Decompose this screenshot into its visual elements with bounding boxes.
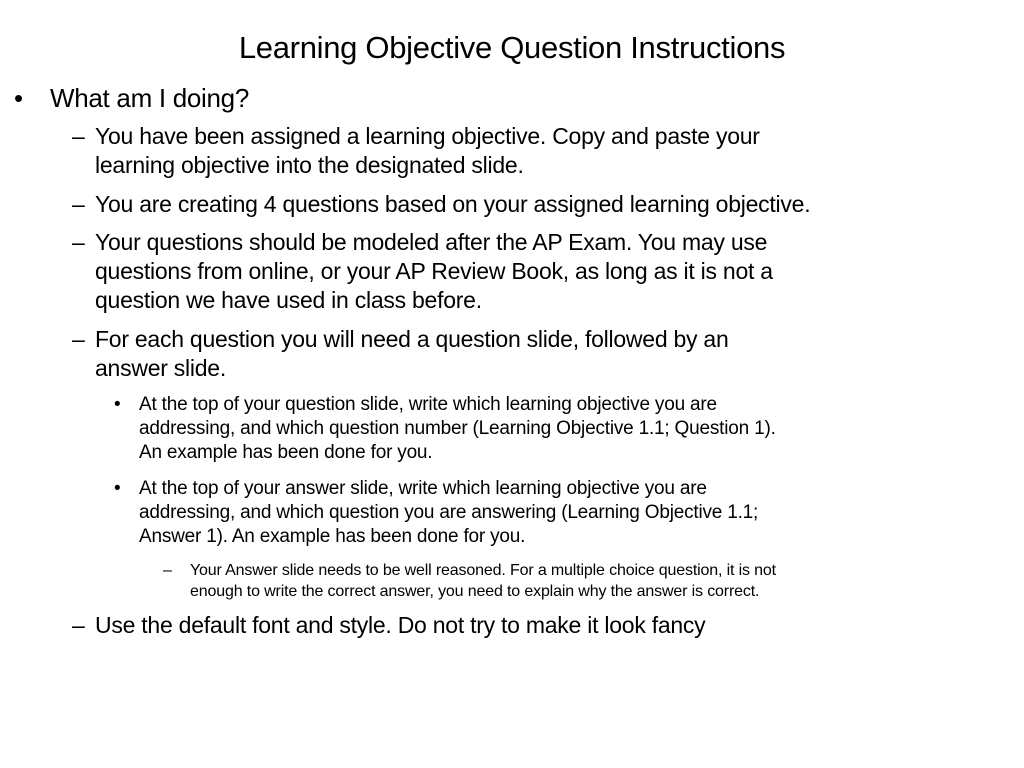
bullet-marker: • <box>14 83 24 113</box>
dash-marker: – <box>72 612 85 638</box>
subbullet-line: Answer 1). An example has been done for you. <box>139 526 526 547</box>
dash-marker: – <box>72 191 85 217</box>
dash-line: question we have used in class before. <box>95 287 482 313</box>
subbullet-text <box>139 393 776 465</box>
dash-line: answer slide. <box>95 355 226 381</box>
subbullet-marker: • <box>114 478 121 499</box>
dash-marker: – <box>72 123 85 149</box>
bullet-text <box>50 83 249 113</box>
dash-text <box>95 325 729 383</box>
subbullet-line: addressing, and which question you are answering (Learning Objective 1.1; <box>139 502 759 523</box>
subdash-marker: – <box>163 562 172 579</box>
dash-line: learning objective into the designated slide. <box>95 152 524 178</box>
slide-title: Learning Objective Question Instructions <box>238 30 786 65</box>
subdash-text <box>190 560 776 602</box>
subbullet-line: An example has been done for you. <box>139 442 433 463</box>
dash-marker: – <box>72 229 85 255</box>
dash-line: Use the default font and style. Do not try to make it look fancy <box>95 612 706 638</box>
dash-text <box>95 611 705 640</box>
subbullet-line: addressing, and which question number (Learning Objective 1.1; Question 1). <box>139 418 776 439</box>
dash-text <box>95 228 773 315</box>
dash-line: You are creating 4 questions based on your assigned learning objective. <box>95 191 811 217</box>
dash-text <box>95 190 810 219</box>
dash-line: Your questions should be modeled after the AP Exam. You may use <box>95 229 768 255</box>
dash-line: For each question you will need a question slide, followed by an <box>95 326 729 352</box>
dash-line: questions from online, or your AP Review Book, as long as it is not a <box>95 258 773 284</box>
bullet-line: What am I doing? <box>50 83 249 113</box>
subbullet-line: At the top of your answer slide, write which learning objective you are <box>139 478 707 499</box>
subbullet-marker: • <box>114 394 121 415</box>
subbullet-text <box>139 477 758 549</box>
subdash-line: enough to write the correct answer, you need to explain why the answer is correct. <box>190 583 760 600</box>
subdash-line: Your Answer slide needs to be well reasoned. For a multiple choice question, it is not <box>190 562 776 579</box>
dash-text <box>95 122 760 180</box>
dash-marker: – <box>72 326 85 352</box>
subbullet-line: At the top of your question slide, write which learning objective you are <box>139 394 717 415</box>
dash-line: You have been assigned a learning objective. Copy and paste your <box>95 123 760 149</box>
